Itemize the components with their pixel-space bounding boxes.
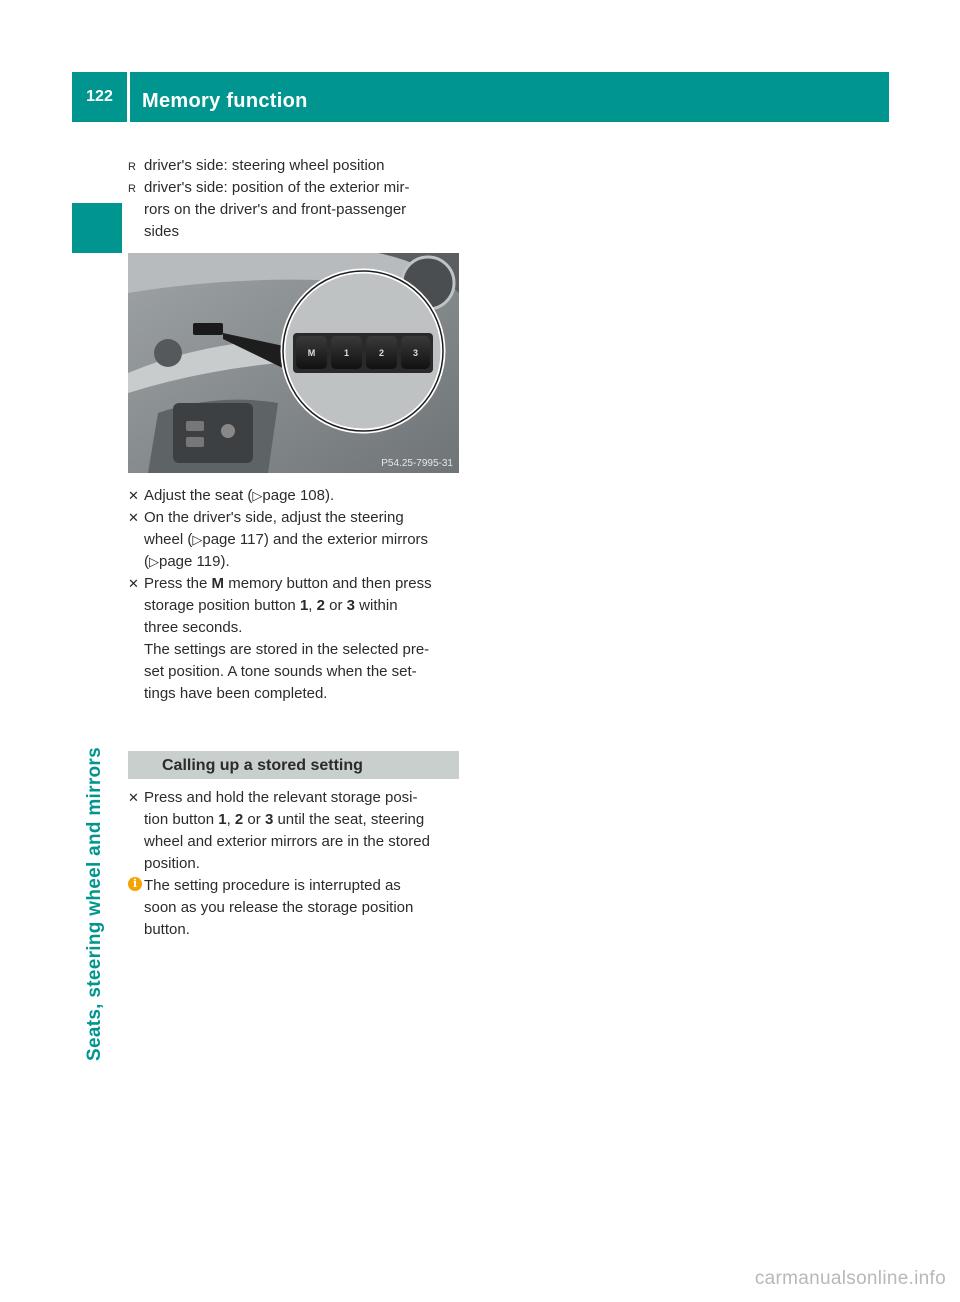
step-text: storage position button: [144, 597, 300, 614]
bullet-r-icon: R: [128, 183, 136, 195]
page-number: 122: [86, 88, 113, 105]
memory-key-label: M: [211, 575, 225, 592]
note-text: soon as you release the storage position: [144, 899, 414, 916]
step-text: Press and hold the relevant storage posi-: [144, 789, 418, 806]
step-text: (: [144, 553, 149, 570]
step-text: tion button: [144, 811, 219, 828]
bullet-item: [128, 155, 460, 177]
result-text: The settings are stored in the selected pre-: [144, 641, 430, 658]
step-item: [128, 573, 460, 705]
bullet-item: [128, 177, 460, 243]
step-text: ).: [324, 487, 335, 504]
page-ref-arrow-icon: ▷: [192, 532, 203, 547]
action-x-icon: ✕: [128, 488, 139, 503]
step-text: or: [324, 597, 347, 614]
step-text: until the seat, steering: [273, 811, 425, 828]
bullet-text: sides: [144, 223, 180, 240]
step-text: On the driver's side, adjust the steering: [144, 509, 404, 526]
step-text: position.: [144, 855, 200, 872]
step-item: [128, 787, 460, 875]
page-ref[interactable]: page 119: [159, 553, 221, 570]
step-text: wheel (: [144, 531, 193, 548]
section-column: [128, 787, 460, 941]
step-text: memory button and then press: [224, 575, 432, 592]
note-text: The setting procedure is interrupted as: [144, 877, 401, 894]
action-x-icon: ✕: [128, 510, 139, 525]
page-title: Memory function: [142, 90, 308, 112]
key-label: 3: [346, 597, 356, 614]
bullet-text: driver's side: steering wheel position: [144, 157, 385, 174]
key-label: 1: [299, 597, 309, 614]
step-text: or: [243, 811, 265, 828]
info-note: [128, 875, 460, 941]
header-divider: [127, 72, 130, 122]
step-text: Press the: [144, 575, 212, 592]
chapter-label: Seats, steering wheel and mirrors: [84, 747, 105, 1062]
key-label: 1: [218, 811, 227, 828]
page-ref[interactable]: page 108: [262, 487, 325, 504]
step-text: ).: [220, 553, 230, 570]
step-text: ) and the exterior mirrors: [263, 531, 429, 548]
position-3-label: 3: [412, 348, 419, 358]
chapter-tab-marker: [72, 203, 122, 253]
step-item: [128, 507, 460, 573]
m-button-label: M: [307, 348, 316, 358]
step-text: wheel and exterior mirrors are in the stored: [144, 833, 430, 850]
step-text: within: [355, 597, 398, 614]
step-text: ,: [226, 811, 235, 828]
page-ref-arrow-icon: ▷: [149, 554, 159, 569]
bullet-r-icon: R: [128, 161, 136, 173]
memory-buttons-photo: [128, 253, 459, 473]
page-ref[interactable]: page 117: [202, 531, 264, 548]
info-icon: i: [128, 877, 142, 891]
section-heading: Calling up a stored setting: [128, 751, 459, 779]
key-label: 2: [316, 597, 325, 614]
bullet-text: rors on the driver's and front-passenger: [144, 201, 407, 218]
step-text: ,: [308, 597, 317, 614]
step-text: three seconds.: [144, 619, 243, 636]
key-label: 2: [234, 811, 244, 828]
result-text: tings have been completed.: [144, 685, 328, 702]
figure-code: P54.25-7995-31: [381, 458, 453, 469]
watermark: carmanualsonline.info: [754, 1268, 946, 1289]
action-x-icon: ✕: [128, 576, 139, 591]
result-text: set position. A tone sounds when the set-: [144, 663, 417, 680]
key-label: 3: [264, 811, 274, 828]
page-header: [72, 72, 889, 122]
main-column: [128, 155, 460, 243]
note-text: button.: [144, 921, 190, 938]
page-ref-arrow-icon: ▷: [252, 488, 263, 503]
step-text: Adjust the seat (: [144, 487, 253, 504]
step-item: [128, 485, 460, 507]
position-1-label: 1: [343, 348, 350, 358]
action-x-icon: ✕: [128, 790, 139, 805]
position-2-label: 2: [378, 348, 385, 358]
steps-column: [128, 485, 460, 705]
bullet-text: driver's side: position of the exterior mir-: [144, 179, 410, 196]
door-panel-illustration: [128, 253, 459, 473]
